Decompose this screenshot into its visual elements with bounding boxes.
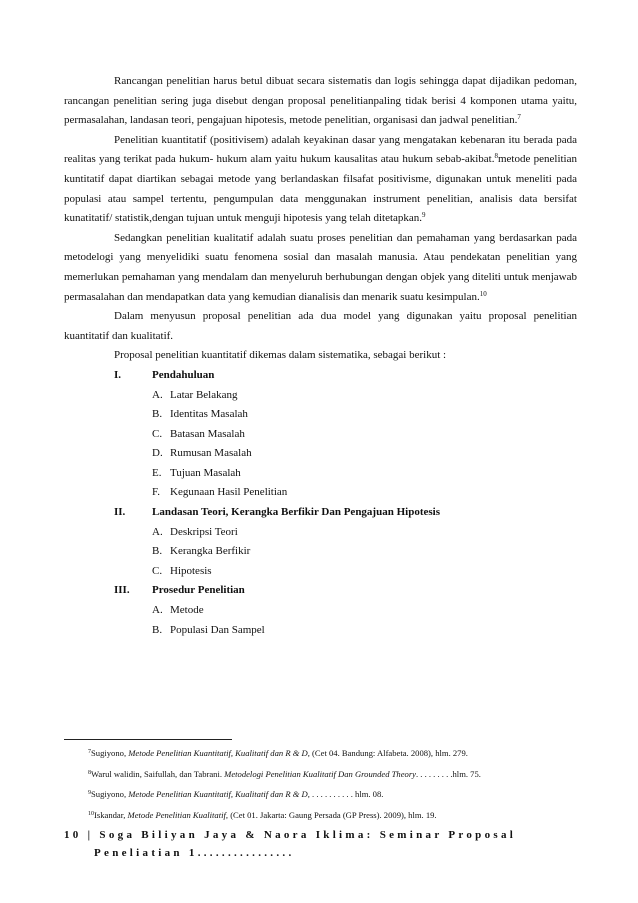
outline-section [64,581,577,601]
footnotes [88,743,588,825]
footnote-separator [64,739,232,740]
footnote-title: Metodelogi Penelitian Kualitatif Dan Grounded Theory [224,768,416,779]
footnote-10 [88,805,588,826]
outline-item [64,542,577,562]
footnote-text: , (Cet 01. Jakarta: Gaung Persada (GP Press). 2009), hlm. 19. [225,809,437,820]
footnote-text: Warul walidin, Saifullah, dan Tabrani. [91,768,225,779]
item-letter: F. [152,486,160,499]
item-text: Latar Belakang [170,388,238,401]
item-letter: B. [152,623,163,636]
item-letter: A. [152,525,163,538]
footnote-ref: 8 [494,152,498,161]
paragraph-text: Sedangkan penelitian kualitatif adalah suatu proses penelitian dan pemahaman yang berdasarkan pada metodelogi yang menyelidiki suatu fenomena sosial dan masalah manusia. Atau pendekatan penelitian yang memerlukan pemahaman yang mendalam dan menyeluruh berhubungan dengan objek yang diteliti untuk menjawab permasalahan dan mendapatkan data yang kemudian dianalisis dan menarik suatu kesimpulan. [64,231,577,303]
item-text: Metode [170,604,204,617]
footnote-title: Metode Penelitian Kualitatif [127,809,226,820]
footnote-ref: 10 [479,289,487,298]
body-text [64,72,577,640]
outline-item [64,405,577,425]
outline-item [64,425,577,445]
footnote-number: 9 [88,790,91,796]
paragraph-text: Penelitian kuantitatif (positivisem) adalah keyakinan dasar yang mengatakan kebenaran itu berada pada realitas yang terikat pada hukum- hukum alam yaitu hukum kausalitas atau hukum sebab-akibat. [64,133,577,166]
item-letter: E. [152,466,162,479]
item-letter: C. [152,427,163,440]
item-text: Hipotesis [170,564,212,577]
paragraph-text: Proposal penelitian kuantitatif dikemas dalam sistematika, sebagai berikut : [114,349,447,362]
item-text: Deskripsi Teori [170,525,238,538]
section-number: I. [114,368,122,381]
footnote-number: 8 [88,769,91,776]
footnote-title: Metode Penelitian Kuantitatif, Kualitatif dan R & D [128,789,308,799]
outline-item [64,464,577,484]
section-title: Prosedur Penelitian [152,584,245,597]
page-footer [64,826,584,862]
paragraph-rancangan [64,72,577,131]
outline-item [64,601,577,621]
paragraph-kuantitatif [64,131,577,229]
footnote-text: , (Cet 04. Bandung: Alfabeta. 2008), hlm. 279. [307,748,468,758]
footnote-title: Metode Penelitian Kuantitatif, Kualitatif dan R & D [128,748,308,758]
item-letter: D. [152,447,163,460]
proposal-outline [64,366,577,640]
item-text: Identitas Masalah [170,408,248,421]
item-letter: C. [152,564,163,577]
item-text: Tujuan Masalah [170,466,241,479]
footnote-ref: 9 [422,211,426,220]
footnote-ref: 7 [517,113,521,122]
section-number: II. [114,506,126,519]
section-number: III. [114,584,130,597]
outline-item [64,523,577,543]
footer-line: Peneliatian 1................ [94,847,295,859]
paragraph-text: Rancangan penelitian harus betul dibuat secara sistematis dan logis sehingga dapat dijadikan pedoman, rancangan penelitian sering juga disebut dengan proposal penelitianpaling tidak berisi 4 komponen utama yaitu, permasalahan, landasan teori, pengajuan hipotesis, metode penelitian, organisasi dan jadwal penelitian. [64,75,577,127]
footnote-text: Sugiyono, [91,748,129,758]
paragraph-text: Dalam menyusun proposal penelitian ada dua model yang digunakan yaitu proposal penelitian kuantitatif dan kualitatif. [64,310,577,342]
paragraph-model [64,307,577,346]
paragraph-kualitatif [64,229,577,307]
item-letter: B. [152,408,163,421]
item-text: Kerangka Berfikir [170,545,251,558]
footnote-text: Iskandar, [94,809,128,820]
section-title: Pendahuluan [152,368,215,381]
item-letter: B. [152,545,163,558]
paragraph-text: metode penelitian kuntitatif dapat diartikan sebagai metode yang berlandaskan filsafat positivisme, digunakan untuk meneliti pada populasi atau sampel tertentu, pengumpulan data menggunakan instrument penelitian, analisis data bersifat kunatitatif/ statistik,dengan tujuan untuk menguji hipotesis yang telah ditetapkan. [64,153,577,225]
footnote-7 [88,743,588,764]
item-text: Batasan Masalah [170,427,245,440]
outline-item [64,483,577,503]
outline-item [64,386,577,406]
footnote-8 [88,764,588,785]
outline-item [64,621,577,641]
item-text: Rumusan Masalah [170,447,252,460]
section-title: Landasan Teori, Kerangka Berfikir Dan Pengajuan Hipotesis [152,506,440,519]
outline-section [64,366,577,386]
item-text: Populasi Dan Sampel [170,623,265,636]
footnote-9 [88,784,588,805]
outline-item [64,444,577,464]
footnote-number: 10 [88,810,94,817]
footnote-text: Sugiyono, [91,789,129,799]
outline-item [64,562,577,582]
footnote-number: 7 [88,749,91,755]
footnote-text: , . . . . . . . . . . hlm. 08. [307,789,384,799]
item-letter: A. [152,388,163,401]
footer-line: 10 | Soga Biliyan Jaya & Naora Iklima: Seminar Proposal [64,829,517,841]
item-letter: A. [152,604,163,617]
paragraph-sistematika [64,346,577,366]
outline-section [64,503,577,523]
item-text: Kegunaan Hasil Penelitian [170,486,288,499]
footnote-text: . . . . . . . . .hlm. 75. [415,768,481,779]
